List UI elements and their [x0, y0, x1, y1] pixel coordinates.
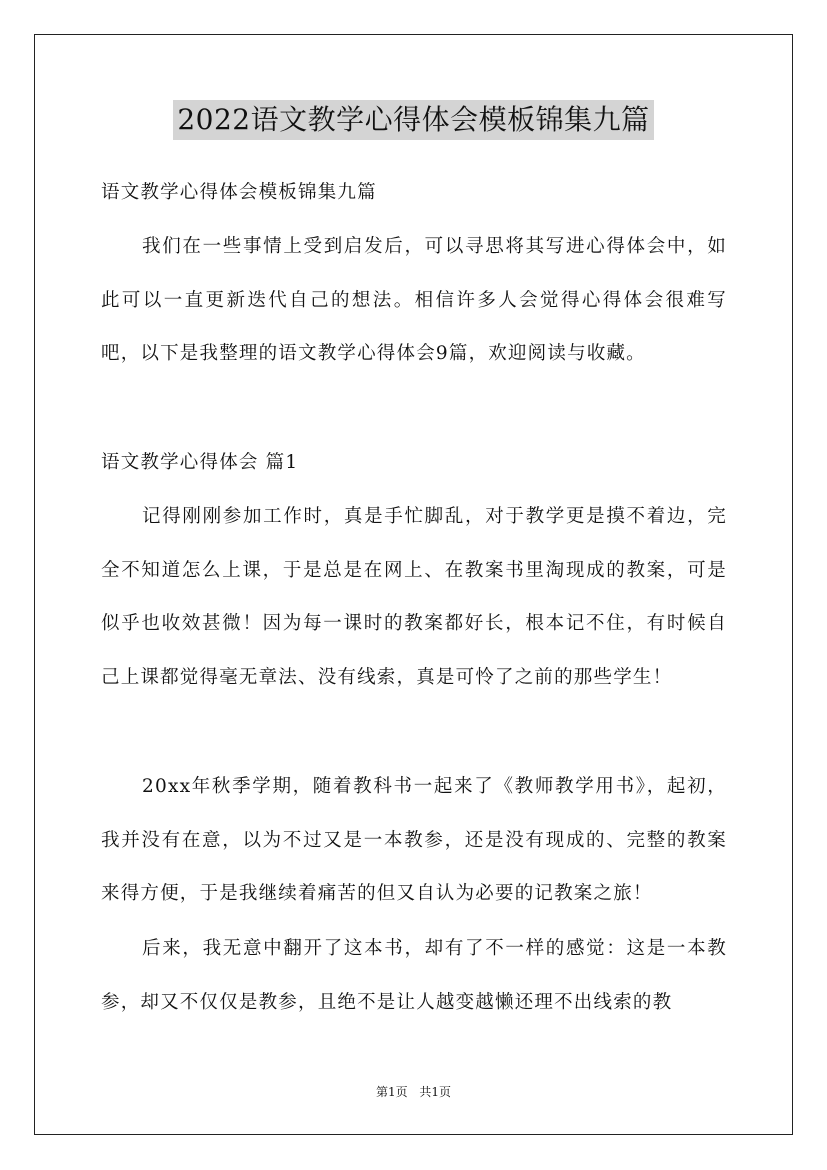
intro-paragraph: 我们在一些事情上受到启发后，可以寻思将其写进心得体会中，如此可以一直更新迭代自己的想法。相信许多人会觉得心得体会很难写吧，以下是我整理的语文教学心得体会9篇，欢迎阅读与收藏。 — [101, 236, 727, 364]
body-paragraph-3: 后来，我无意中翻开了这本书，却有了不一样的感觉：这是一本教参，却又不仅仅是教参，且绝不是让人越变越懒还理不出线索的教 — [101, 938, 727, 1013]
page-footer — [0, 1083, 827, 1100]
document-title: 2022语文教学心得体会模板锦集九篇 — [173, 100, 653, 140]
body-paragraph-2: 20xx年秋季学期，随着教科书一起来了《教师教学用书》，起初，我并没有在意，以为不过又是一本教参，还是没有现成的、完整的教案来得方便，于是我继续着痛苦的但又自认为必要的记教案之旅！ — [101, 776, 727, 904]
page-total: 共1页 — [419, 1085, 452, 1099]
page-number: 第1页 — [375, 1085, 408, 1099]
document-subtitle: 语文教学心得体会模板锦集九篇 — [101, 182, 377, 203]
body-paragraph-1: 记得刚刚参加工作时，真是手忙脚乱，对于教学更是摸不着边，完全不知道怎么上课，于是总是在网上、在教案书里淘现成的教案，可是似乎也收效甚微！因为每一课时的教案都好长，根本记不住，有时候自己上课都觉得毫无章法、没有线索，真是可怜了之前的那些学生！ — [101, 506, 727, 688]
title-container — [0, 100, 827, 140]
section-heading: 语文教学心得体会 篇1 — [101, 452, 299, 473]
